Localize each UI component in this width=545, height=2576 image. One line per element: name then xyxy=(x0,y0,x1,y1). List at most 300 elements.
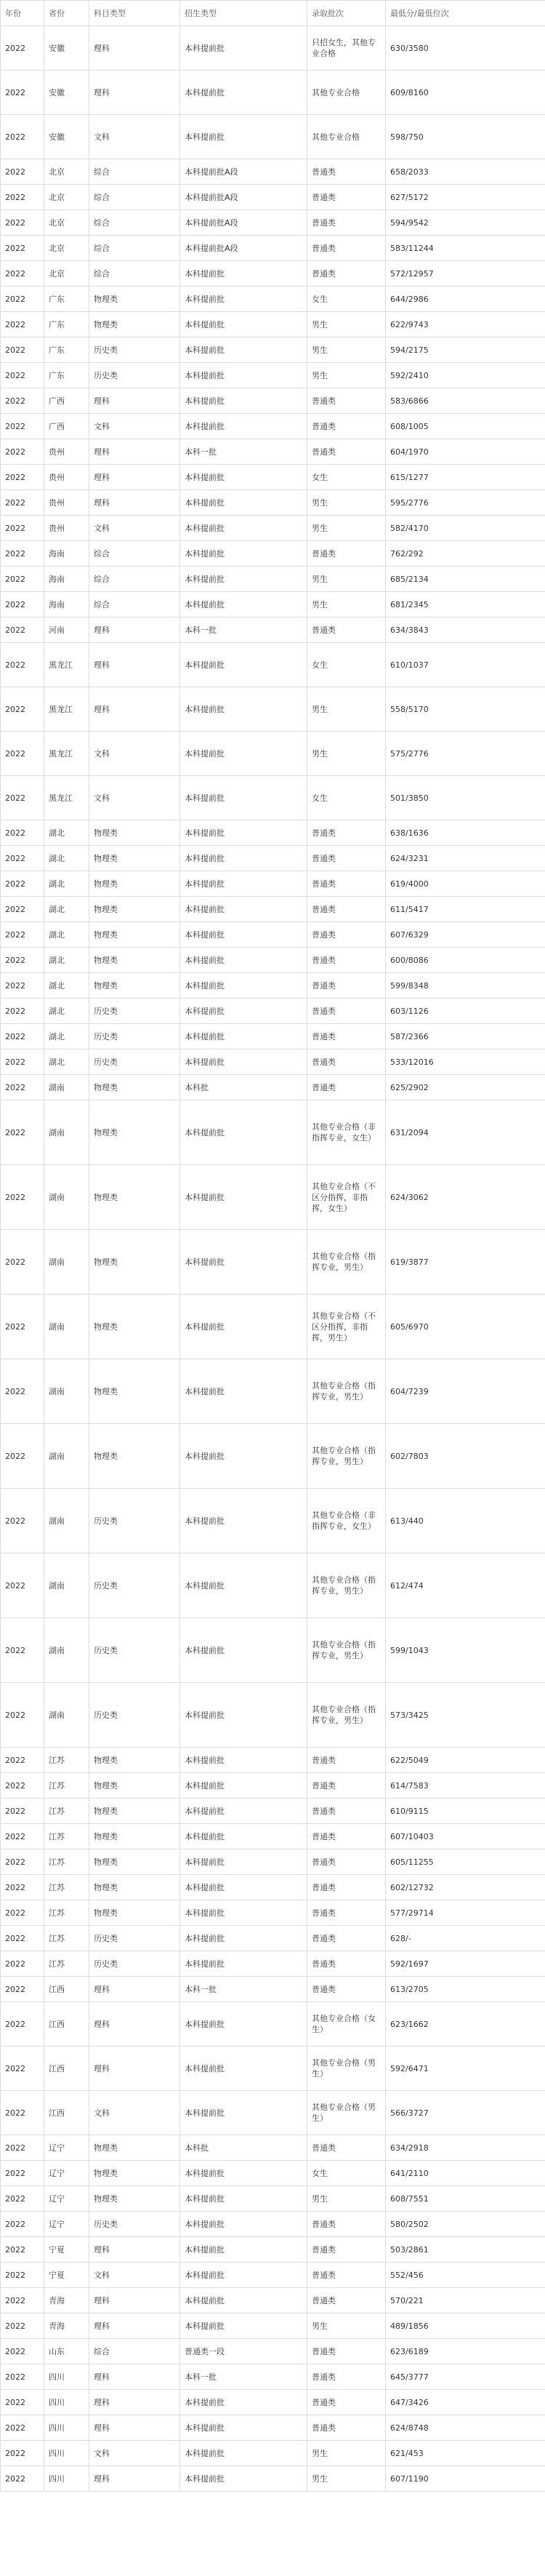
cell-min-score-rank: 605/11255 xyxy=(386,1849,545,1875)
cell-min-score-rank: 658/2033 xyxy=(386,159,545,185)
cell-subject-type: 历史类 xyxy=(89,1553,180,1618)
cell-admission-batch: 普通类 xyxy=(307,2263,386,2288)
cell-admission-batch: 女生 xyxy=(307,465,386,490)
cell-subject-type: 历史类 xyxy=(89,1683,180,1748)
table-row xyxy=(1,1748,545,1773)
cell-min-score-rank: 645/3777 xyxy=(386,2364,545,2390)
cell-subject-type: 理科 xyxy=(89,388,180,414)
cell-province: 贵州 xyxy=(44,465,89,490)
table-row xyxy=(1,1489,545,1553)
cell-min-score-rank: 503/2861 xyxy=(386,2237,545,2263)
cell-subject-type: 文科 xyxy=(89,2091,180,2135)
table-row xyxy=(1,1926,545,1951)
cell-admission-batch: 普通类 xyxy=(307,871,386,897)
cell-province: 湖北 xyxy=(44,820,89,846)
cell-province: 北京 xyxy=(44,261,89,287)
cell-admission-batch: 普通类 xyxy=(307,185,386,210)
table-row xyxy=(1,312,545,337)
cell-year: 2022 xyxy=(1,2313,44,2339)
cell-province: 黑龙江 xyxy=(44,643,89,687)
cell-admission-batch: 其他专业合格（非指挥专业，女生） xyxy=(307,1489,386,1553)
cell-min-score-rank: 623/6189 xyxy=(386,2339,545,2364)
table-row xyxy=(1,922,545,948)
cell-province: 江西 xyxy=(44,1977,89,2002)
cell-enrollment-type: 本科提前批 xyxy=(180,2091,307,2135)
cell-admission-batch: 普通类 xyxy=(307,1024,386,1049)
cell-admission-batch: 普通类 xyxy=(307,2390,386,2415)
cell-province: 四川 xyxy=(44,2415,89,2441)
cell-subject-type: 物理类 xyxy=(89,1359,180,1424)
cell-province: 宁夏 xyxy=(44,2263,89,2288)
cell-year: 2022 xyxy=(1,2047,44,2091)
cell-enrollment-type: 本科提前批A段 xyxy=(180,185,307,210)
cell-province: 湖北 xyxy=(44,948,89,973)
cell-admission-batch: 女生 xyxy=(307,2161,386,2186)
cell-subject-type: 理科 xyxy=(89,2288,180,2313)
cell-admission-batch: 普通类 xyxy=(307,1875,386,1900)
cell-admission-batch: 普通类 xyxy=(307,1049,386,1075)
cell-admission-batch: 普通类 xyxy=(307,2237,386,2263)
cell-min-score-rank: 607/6329 xyxy=(386,922,545,948)
table-row xyxy=(1,2091,545,2135)
cell-admission-batch: 男生 xyxy=(307,490,386,516)
cell-province: 湖北 xyxy=(44,897,89,922)
cell-min-score-rank: 631/2094 xyxy=(386,1100,545,1165)
cell-province: 湖南 xyxy=(44,1359,89,1424)
cell-enrollment-type: 本科提前批 xyxy=(180,2047,307,2091)
cell-min-score-rank: 762/292 xyxy=(386,541,545,567)
cell-admission-batch: 普通类 xyxy=(307,1799,386,1824)
cell-year: 2022 xyxy=(1,846,44,871)
cell-min-score-rank: 594/2175 xyxy=(386,337,545,363)
table-row xyxy=(1,1165,545,1230)
header-subject-type: 科目类型 xyxy=(89,1,180,26)
cell-enrollment-type: 本科提前批 xyxy=(180,1359,307,1424)
table-row xyxy=(1,337,545,363)
cell-subject-type: 物理类 xyxy=(89,1748,180,1773)
cell-enrollment-type: 本科提前批 xyxy=(180,592,307,617)
cell-min-score-rank: 619/3877 xyxy=(386,1230,545,1295)
cell-enrollment-type: 本科提前批 xyxy=(180,776,307,820)
table-row xyxy=(1,1075,545,1100)
cell-subject-type: 综合 xyxy=(89,210,180,236)
cell-year: 2022 xyxy=(1,1618,44,1683)
cell-subject-type: 物理类 xyxy=(89,2161,180,2186)
cell-year: 2022 xyxy=(1,71,44,115)
cell-admission-batch: 女生 xyxy=(307,287,386,312)
cell-province: 江苏 xyxy=(44,1951,89,1977)
cell-province: 黑龙江 xyxy=(44,776,89,820)
cell-enrollment-type: 本科批 xyxy=(180,2135,307,2161)
cell-enrollment-type: 本科提前批 xyxy=(180,337,307,363)
cell-min-score-rank: 599/8348 xyxy=(386,973,545,999)
cell-admission-batch: 其他专业合格（指挥专业，男生） xyxy=(307,1359,386,1424)
cell-admission-batch: 普通类 xyxy=(307,2339,386,2364)
cell-year: 2022 xyxy=(1,1075,44,1100)
cell-min-score-rank: 566/3727 xyxy=(386,2091,545,2135)
cell-min-score-rank: 623/1662 xyxy=(386,2002,545,2047)
cell-year: 2022 xyxy=(1,439,44,465)
cell-min-score-rank: 610/9115 xyxy=(386,1799,545,1824)
cell-year: 2022 xyxy=(1,1100,44,1165)
cell-enrollment-type: 本科提前批A段 xyxy=(180,159,307,185)
table-row xyxy=(1,388,545,414)
cell-admission-batch: 男生 xyxy=(307,2186,386,2212)
cell-admission-batch: 男生 xyxy=(307,363,386,388)
cell-subject-type: 物理类 xyxy=(89,2135,180,2161)
cell-year: 2022 xyxy=(1,2212,44,2237)
table-row xyxy=(1,1100,545,1165)
cell-subject-type: 理科 xyxy=(89,1977,180,2002)
cell-province: 江西 xyxy=(44,2047,89,2091)
cell-subject-type: 理科 xyxy=(89,2415,180,2441)
cell-year: 2022 xyxy=(1,1875,44,1900)
cell-enrollment-type: 本科提前批 xyxy=(180,922,307,948)
table-row xyxy=(1,2415,545,2441)
cell-enrollment-type: 本科一批 xyxy=(180,2364,307,2390)
cell-admission-batch: 普通类 xyxy=(307,820,386,846)
cell-admission-batch: 普通类 xyxy=(307,236,386,261)
table-row xyxy=(1,1900,545,1926)
cell-province: 安徽 xyxy=(44,115,89,159)
cell-enrollment-type: 本科提前批 xyxy=(180,1683,307,1748)
cell-province: 青海 xyxy=(44,2288,89,2313)
cell-subject-type: 物理类 xyxy=(89,820,180,846)
cell-enrollment-type: 本科提前批 xyxy=(180,687,307,732)
cell-enrollment-type: 本科提前批 xyxy=(180,1748,307,1773)
cell-province: 江西 xyxy=(44,2002,89,2047)
cell-enrollment-type: 本科提前批 xyxy=(180,732,307,776)
cell-province: 北京 xyxy=(44,210,89,236)
cell-subject-type: 物理类 xyxy=(89,1230,180,1295)
cell-province: 湖南 xyxy=(44,1424,89,1489)
cell-subject-type: 综合 xyxy=(89,236,180,261)
cell-enrollment-type: 本科提前批 xyxy=(180,2313,307,2339)
cell-enrollment-type: 本科提前批 xyxy=(180,2466,307,2492)
cell-enrollment-type: 本科一批 xyxy=(180,617,307,643)
cell-min-score-rank: 630/3580 xyxy=(386,26,545,71)
cell-enrollment-type: 本科提前批 xyxy=(180,2288,307,2313)
cell-year: 2022 xyxy=(1,999,44,1024)
cell-admission-batch: 男生 xyxy=(307,516,386,541)
cell-min-score-rank: 685/2134 xyxy=(386,567,545,592)
cell-admission-batch: 普通类 xyxy=(307,948,386,973)
cell-subject-type: 历史类 xyxy=(89,2212,180,2237)
table-row xyxy=(1,414,545,439)
cell-min-score-rank: 609/8160 xyxy=(386,71,545,115)
cell-year: 2022 xyxy=(1,617,44,643)
cell-subject-type: 物理类 xyxy=(89,948,180,973)
cell-subject-type: 物理类 xyxy=(89,846,180,871)
cell-admission-batch: 普通类 xyxy=(307,541,386,567)
cell-admission-batch: 普通类 xyxy=(307,1926,386,1951)
cell-min-score-rank: 638/1636 xyxy=(386,820,545,846)
cell-year: 2022 xyxy=(1,2441,44,2466)
cell-province: 江苏 xyxy=(44,1773,89,1799)
cell-year: 2022 xyxy=(1,1489,44,1553)
cell-province: 广西 xyxy=(44,414,89,439)
table-row xyxy=(1,185,545,210)
cell-subject-type: 理科 xyxy=(89,490,180,516)
cell-min-score-rank: 622/9743 xyxy=(386,312,545,337)
cell-province: 安徽 xyxy=(44,71,89,115)
cell-province: 贵州 xyxy=(44,490,89,516)
cell-subject-type: 物理类 xyxy=(89,1875,180,1900)
cell-min-score-rank: 558/5170 xyxy=(386,687,545,732)
cell-subject-type: 物理类 xyxy=(89,897,180,922)
cell-min-score-rank: 615/1277 xyxy=(386,465,545,490)
cell-admission-batch: 普通类 xyxy=(307,210,386,236)
cell-year: 2022 xyxy=(1,687,44,732)
cell-enrollment-type: 本科提前批 xyxy=(180,261,307,287)
cell-year: 2022 xyxy=(1,312,44,337)
cell-admission-batch: 普通类 xyxy=(307,617,386,643)
cell-year: 2022 xyxy=(1,115,44,159)
cell-year: 2022 xyxy=(1,414,44,439)
cell-admission-batch: 普通类 xyxy=(307,2135,386,2161)
cell-min-score-rank: 604/1970 xyxy=(386,439,545,465)
table-row xyxy=(1,2002,545,2047)
cell-min-score-rank: 582/4170 xyxy=(386,516,545,541)
cell-min-score-rank: 613/440 xyxy=(386,1489,545,1553)
table-row xyxy=(1,2135,545,2161)
table-row xyxy=(1,261,545,287)
table-row xyxy=(1,1683,545,1748)
cell-enrollment-type: 本科提前批 xyxy=(180,388,307,414)
cell-province: 湖北 xyxy=(44,846,89,871)
cell-min-score-rank: 602/12732 xyxy=(386,1875,545,1900)
cell-year: 2022 xyxy=(1,1165,44,1230)
cell-province: 辽宁 xyxy=(44,2186,89,2212)
cell-enrollment-type: 本科提前批 xyxy=(180,414,307,439)
cell-admission-batch: 男生 xyxy=(307,2441,386,2466)
table-row xyxy=(1,1951,545,1977)
cell-province: 海南 xyxy=(44,541,89,567)
table-row xyxy=(1,2441,545,2466)
table-row xyxy=(1,490,545,516)
cell-min-score-rank: 501/3850 xyxy=(386,776,545,820)
cell-subject-type: 历史类 xyxy=(89,1024,180,1049)
cell-subject-type: 历史类 xyxy=(89,1618,180,1683)
cell-enrollment-type: 本科一批 xyxy=(180,439,307,465)
cell-year: 2022 xyxy=(1,2364,44,2390)
cell-province: 江苏 xyxy=(44,1900,89,1926)
cell-subject-type: 物理类 xyxy=(89,973,180,999)
cell-year: 2022 xyxy=(1,2288,44,2313)
cell-enrollment-type: 本科提前批 xyxy=(180,871,307,897)
cell-admission-batch: 普通类 xyxy=(307,439,386,465)
cell-subject-type: 历史类 xyxy=(89,1926,180,1951)
cell-year: 2022 xyxy=(1,159,44,185)
cell-min-score-rank: 602/7803 xyxy=(386,1424,545,1489)
cell-enrollment-type: 本科提前批 xyxy=(180,1926,307,1951)
cell-enrollment-type: 本科提前批A段 xyxy=(180,236,307,261)
cell-min-score-rank: 592/1697 xyxy=(386,1951,545,1977)
cell-enrollment-type: 本科提前批 xyxy=(180,26,307,71)
cell-subject-type: 物理类 xyxy=(89,1799,180,1824)
cell-subject-type: 物理类 xyxy=(89,1424,180,1489)
cell-enrollment-type: 本科提前批 xyxy=(180,1951,307,1977)
table-row xyxy=(1,363,545,388)
cell-year: 2022 xyxy=(1,490,44,516)
cell-subject-type: 理科 xyxy=(89,2047,180,2091)
cell-province: 江苏 xyxy=(44,1849,89,1875)
cell-subject-type: 综合 xyxy=(89,159,180,185)
cell-province: 贵州 xyxy=(44,439,89,465)
table-row xyxy=(1,2313,545,2339)
cell-province: 湖北 xyxy=(44,1049,89,1075)
cell-year: 2022 xyxy=(1,210,44,236)
cell-enrollment-type: 本科提前批 xyxy=(180,1024,307,1049)
cell-admission-batch: 女生 xyxy=(307,643,386,687)
table-row xyxy=(1,1799,545,1824)
cell-province: 江苏 xyxy=(44,1824,89,1849)
table-row xyxy=(1,1049,545,1075)
cell-admission-batch: 普通类 xyxy=(307,1773,386,1799)
cell-subject-type: 文科 xyxy=(89,776,180,820)
cell-year: 2022 xyxy=(1,1359,44,1424)
cell-province: 广东 xyxy=(44,312,89,337)
cell-subject-type: 理科 xyxy=(89,71,180,115)
cell-enrollment-type: 本科提前批 xyxy=(180,115,307,159)
cell-enrollment-type: 本科一批 xyxy=(180,1977,307,2002)
table-body xyxy=(1,26,545,2492)
cell-min-score-rank: 625/2902 xyxy=(386,1075,545,1100)
cell-subject-type: 文科 xyxy=(89,2263,180,2288)
cell-admission-batch: 男生 xyxy=(307,687,386,732)
table-row xyxy=(1,2047,545,2091)
cell-subject-type: 物理类 xyxy=(89,1824,180,1849)
cell-year: 2022 xyxy=(1,820,44,846)
table-row xyxy=(1,592,545,617)
cell-subject-type: 理科 xyxy=(89,2313,180,2339)
cell-province: 江苏 xyxy=(44,1799,89,1824)
cell-year: 2022 xyxy=(1,363,44,388)
cell-enrollment-type: 本科提前批 xyxy=(180,2237,307,2263)
table-row xyxy=(1,2212,545,2237)
cell-enrollment-type: 本科提前批 xyxy=(180,363,307,388)
cell-year: 2022 xyxy=(1,541,44,567)
cell-min-score-rank: 612/474 xyxy=(386,1553,545,1618)
cell-year: 2022 xyxy=(1,1773,44,1799)
cell-province: 湖南 xyxy=(44,1553,89,1618)
cell-min-score-rank: 533/12016 xyxy=(386,1049,545,1075)
cell-admission-batch: 男生 xyxy=(307,312,386,337)
cell-province: 辽宁 xyxy=(44,2135,89,2161)
cell-min-score-rank: 622/5049 xyxy=(386,1748,545,1773)
cell-min-score-rank: 583/11244 xyxy=(386,236,545,261)
cell-min-score-rank: 628/- xyxy=(386,1926,545,1951)
cell-enrollment-type: 本科提前批 xyxy=(180,287,307,312)
cell-enrollment-type: 本科提前批 xyxy=(180,567,307,592)
cell-year: 2022 xyxy=(1,287,44,312)
table-row xyxy=(1,2364,545,2390)
cell-enrollment-type: 本科提前批 xyxy=(180,2415,307,2441)
cell-subject-type: 综合 xyxy=(89,2339,180,2364)
cell-year: 2022 xyxy=(1,973,44,999)
cell-year: 2022 xyxy=(1,897,44,922)
cell-admission-batch: 普通类 xyxy=(307,846,386,871)
cell-admission-batch: 普通类 xyxy=(307,1900,386,1926)
cell-min-score-rank: 575/2776 xyxy=(386,732,545,776)
cell-year: 2022 xyxy=(1,2135,44,2161)
cell-subject-type: 文科 xyxy=(89,732,180,776)
cell-enrollment-type: 本科提前批 xyxy=(180,897,307,922)
cell-year: 2022 xyxy=(1,2466,44,2492)
header-province: 省份 xyxy=(44,1,89,26)
cell-subject-type: 物理类 xyxy=(89,1849,180,1875)
cell-subject-type: 综合 xyxy=(89,541,180,567)
cell-subject-type: 物理类 xyxy=(89,922,180,948)
cell-enrollment-type: 本科提前批 xyxy=(180,1773,307,1799)
cell-enrollment-type: 本科提前批 xyxy=(180,643,307,687)
table-row xyxy=(1,1977,545,2002)
cell-year: 2022 xyxy=(1,1049,44,1075)
cell-admission-batch: 男生 xyxy=(307,2466,386,2492)
cell-subject-type: 物理类 xyxy=(89,1075,180,1100)
cell-year: 2022 xyxy=(1,2186,44,2212)
cell-enrollment-type: 本科提前批 xyxy=(180,2263,307,2288)
table-row xyxy=(1,2161,545,2186)
cell-subject-type: 理科 xyxy=(89,2364,180,2390)
cell-province: 北京 xyxy=(44,159,89,185)
table-row xyxy=(1,567,545,592)
cell-admission-batch: 女生 xyxy=(307,776,386,820)
cell-subject-type: 文科 xyxy=(89,414,180,439)
cell-min-score-rank: 607/10403 xyxy=(386,1824,545,1849)
cell-year: 2022 xyxy=(1,2415,44,2441)
table-row xyxy=(1,439,545,465)
cell-year: 2022 xyxy=(1,1024,44,1049)
cell-enrollment-type: 本科提前批 xyxy=(180,1230,307,1295)
cell-admission-batch: 其他专业合格（不区分指挥，非指挥，女生） xyxy=(307,1165,386,1230)
table-row xyxy=(1,1773,545,1799)
cell-min-score-rank: 614/7583 xyxy=(386,1773,545,1799)
cell-province: 黑龙江 xyxy=(44,687,89,732)
cell-enrollment-type: 本科提前批 xyxy=(180,1618,307,1683)
table-row xyxy=(1,1875,545,1900)
cell-min-score-rank: 603/1126 xyxy=(386,999,545,1024)
cell-min-score-rank: 580/2502 xyxy=(386,2212,545,2237)
cell-admission-batch: 其他专业合格（指挥专业，男生） xyxy=(307,1230,386,1295)
cell-province: 湖南 xyxy=(44,1230,89,1295)
cell-year: 2022 xyxy=(1,236,44,261)
table-row xyxy=(1,2339,545,2364)
cell-min-score-rank: 608/7551 xyxy=(386,2186,545,2212)
cell-subject-type: 历史类 xyxy=(89,999,180,1024)
cell-province: 湖北 xyxy=(44,973,89,999)
cell-province: 辽宁 xyxy=(44,2212,89,2237)
cell-min-score-rank: 605/6970 xyxy=(386,1295,545,1359)
cell-enrollment-type: 本科提前批 xyxy=(180,1295,307,1359)
table-row xyxy=(1,1849,545,1875)
cell-enrollment-type: 本科提前批 xyxy=(180,1849,307,1875)
cell-min-score-rank: 598/750 xyxy=(386,115,545,159)
cell-year: 2022 xyxy=(1,1824,44,1849)
cell-subject-type: 物理类 xyxy=(89,312,180,337)
cell-year: 2022 xyxy=(1,1900,44,1926)
cell-admission-batch: 普通类 xyxy=(307,1951,386,1977)
table-row xyxy=(1,115,545,159)
cell-enrollment-type: 本科提前批 xyxy=(180,2441,307,2466)
cell-min-score-rank: 583/6866 xyxy=(386,388,545,414)
cell-enrollment-type: 本科提前批 xyxy=(180,312,307,337)
cell-admission-batch: 其他专业合格（女生） xyxy=(307,2002,386,2047)
cell-admission-batch: 其他专业合格（不区分指挥，非指挥，男生） xyxy=(307,1295,386,1359)
cell-min-score-rank: 573/3425 xyxy=(386,1683,545,1748)
cell-province: 四川 xyxy=(44,2364,89,2390)
cell-year: 2022 xyxy=(1,388,44,414)
